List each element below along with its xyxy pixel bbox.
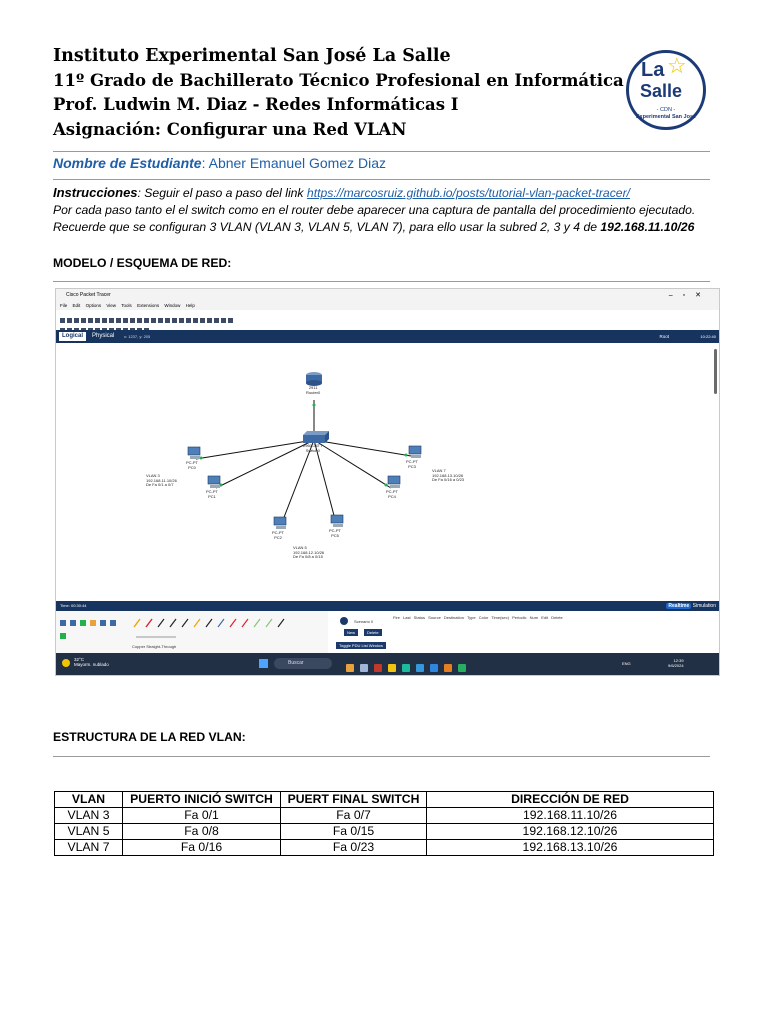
table-cell: VLAN 5 — [55, 824, 123, 840]
pc3-label: PC-PT PC3 — [406, 459, 418, 469]
institution-title: Instituto Experimental San José La Salle — [53, 46, 451, 66]
root-label: Root — [659, 334, 669, 339]
pc4-label: PC-PT PC4 — [386, 489, 398, 499]
device-category-icon[interactable] — [80, 620, 86, 626]
app-icon[interactable] — [402, 664, 410, 672]
cable-pc0[interactable] — [196, 440, 314, 459]
cable-option-icon[interactable] — [134, 619, 140, 627]
pc5-label: PC-PT PC5 — [329, 528, 341, 538]
app-icon[interactable] — [458, 664, 466, 672]
cable-option-icon[interactable] — [254, 619, 260, 627]
pt-toolbar-secondary — [59, 320, 719, 329]
menu-window[interactable]: Window — [164, 303, 181, 308]
student-label: Nombre de Estudiante — [53, 155, 202, 171]
professor-line: Prof. Ludwin M. Diaz - Redes Informáticas I — [53, 95, 459, 114]
pt-window-title: Cisco Packet Tracer — [66, 292, 111, 298]
scenario-icon — [340, 617, 348, 625]
simulation-time: Time: 00:30:44 — [60, 603, 87, 608]
vlan7-note: VLAN 7 192.168.13.10/26 De Fa 0/16 a 0/23 — [432, 468, 465, 483]
table-row — [55, 808, 714, 824]
app-icon[interactable] — [374, 664, 382, 672]
scenario-select[interactable]: Scenario 0 — [354, 619, 374, 624]
packet-tracer-screenshot — [55, 288, 720, 676]
windows-taskbar — [56, 653, 719, 675]
logical-workspace[interactable] — [56, 343, 719, 601]
student-line — [53, 155, 386, 171]
assignment-line: Asignación: Configurar una Red VLAN — [53, 119, 407, 139]
student-name: : Abner Emanuel Gomez Diaz — [201, 155, 387, 171]
cable-option-icon[interactable] — [158, 619, 164, 627]
column-header: PUERTO INICIÓ SWITCH — [123, 792, 281, 808]
table-header-row — [55, 792, 714, 808]
menu-view[interactable]: View — [106, 303, 117, 308]
vlan3-note: VLAN 3 192.168.11.10/26 De Fa 0/1 a 0/7 — [146, 473, 177, 488]
app-icon[interactable] — [416, 664, 424, 672]
logo-experimental: Experimental San José — [635, 114, 697, 120]
device-category-icon[interactable] — [100, 620, 106, 626]
pc-icon[interactable] — [188, 447, 200, 459]
language-indicator[interactable]: ENG — [622, 661, 631, 666]
device-type-panel — [56, 611, 329, 653]
pc1-label: PC-PT PC1 — [206, 489, 218, 499]
app-icon[interactable] — [360, 664, 368, 672]
cable-option-icon[interactable] — [194, 619, 200, 627]
workspace-clock: 10:22:40 — [700, 334, 716, 339]
windows-start-icon[interactable] — [259, 659, 268, 668]
link-light — [313, 404, 316, 407]
cable-option-icon[interactable] — [182, 619, 188, 627]
app-icon[interactable] — [346, 664, 354, 672]
workspace-scrollbar[interactable] — [714, 349, 717, 394]
toggle-pdu-button[interactable]: Toggle PDU List Window — [336, 642, 386, 649]
cable-option-icon[interactable] — [218, 619, 224, 627]
table-cell: Fa 0/1 — [123, 808, 281, 824]
menu-file[interactable]: File — [60, 303, 68, 308]
menu-edit[interactable]: Edit — [72, 303, 81, 308]
pc0-label: PC-PT PC0 — [186, 460, 198, 470]
taskbar-apps — [346, 659, 472, 676]
app-icon[interactable] — [444, 664, 452, 672]
logo-cdn: - CDN - — [656, 107, 676, 113]
topology-diagram — [56, 343, 719, 601]
pt-time-bar — [56, 601, 719, 611]
table-cell: Fa 0/15 — [281, 824, 427, 840]
pc-icon[interactable] — [208, 476, 220, 488]
grade-line: 11º Grado de Bachillerato Técnico Profesional en Informática — [53, 70, 624, 90]
table-cell: Fa 0/16 — [123, 840, 281, 856]
divider — [53, 281, 710, 282]
delete-scenario-button[interactable]: Delete — [364, 629, 382, 636]
column-header: VLAN — [55, 792, 123, 808]
pc-icon[interactable] — [388, 476, 400, 488]
vlan5-note: VLAN 5 192.168.12.10/26 De Fa 0/8 a 0/15 — [293, 545, 325, 560]
pc-icon[interactable] — [331, 515, 343, 527]
window-controls[interactable]: –▫✕ — [668, 292, 711, 299]
table-row — [55, 824, 714, 840]
weather-widget[interactable]: 32°C Mayorm. nublado — [74, 657, 109, 667]
scenario-panel — [328, 611, 719, 653]
device-category-icon[interactable] — [70, 620, 76, 626]
pdu-columns: Fire Last Status Source Destination Type Color Time(sec) Periodic Num Edit Delete — [393, 615, 563, 620]
taskbar-clock[interactable]: 12:39 9/6/2024 — [668, 658, 684, 668]
tab-logical[interactable]: Logical — [59, 332, 86, 341]
pc-icon[interactable] — [274, 517, 286, 529]
menu-tools[interactable]: Tools — [121, 303, 132, 308]
model-section-title: MODELO / ESQUEMA DE RED: — [53, 256, 232, 270]
switch-label: 2960-24TT Switch0 — [303, 443, 323, 453]
cable-option-icon[interactable] — [278, 619, 284, 627]
instructions-line-3: Recuerde que se configuran 3 VLAN (VLAN 3, VLAN 5, VLAN 7), para ello usar la subred 2, 3 y 4 de 192.168.11.10/26 — [53, 220, 695, 234]
star-icon: ☆ — [667, 53, 687, 78]
cable-pc3[interactable] — [314, 440, 411, 456]
taskbar-search[interactable]: Buscar — [274, 658, 332, 669]
logo-salle: Salle — [640, 81, 683, 101]
menu-help[interactable]: Help — [185, 303, 195, 308]
table-row — [55, 840, 714, 856]
table-cell: Fa 0/8 — [123, 824, 281, 840]
table-cell: Fa 0/7 — [281, 808, 427, 824]
divider — [53, 179, 710, 180]
device-subcategory-icon[interactable] — [60, 633, 66, 639]
switch-icon[interactable] — [303, 431, 329, 443]
cable-option-icon[interactable] — [242, 619, 248, 627]
table-cell: VLAN 7 — [55, 840, 123, 856]
app-icon[interactable] — [388, 664, 396, 672]
pt-workspace-bar — [56, 330, 719, 343]
table-cell: Fa 0/23 — [281, 840, 427, 856]
divider — [53, 756, 710, 757]
table-cell: 192.168.12.10/26 — [427, 824, 714, 840]
cable-option-icon[interactable] — [206, 619, 212, 627]
cable-pc4[interactable] — [314, 440, 391, 488]
cable-name-label: Copper Straight-Through — [132, 644, 177, 649]
menu-extensions[interactable]: Extensions — [137, 303, 160, 308]
structure-section-title: ESTRUCTURA DE LA RED VLAN: — [53, 730, 246, 744]
new-scenario-button[interactable]: New — [344, 629, 358, 636]
pt-toolbar — [59, 310, 719, 319]
app-icon[interactable] — [430, 664, 438, 672]
column-header: DIRECCIÓN DE RED — [427, 792, 714, 808]
pt-menubar — [56, 301, 719, 310]
table-cell: 192.168.11.10/26 — [427, 808, 714, 824]
table-cell: 192.168.13.10/26 — [427, 840, 714, 856]
cable-option-icon[interactable] — [170, 619, 176, 627]
device-category-icon[interactable] — [60, 620, 66, 626]
column-header: PUERT FINAL SWITCH — [281, 792, 427, 808]
cable-option-icon[interactable] — [230, 619, 236, 627]
menu-options[interactable]: Options — [85, 303, 102, 308]
link-light — [385, 484, 388, 487]
link-light — [405, 454, 408, 457]
cable-option-icon[interactable] — [146, 619, 152, 627]
cable-option-icon[interactable] — [266, 619, 272, 627]
router-icon[interactable] — [306, 372, 322, 386]
instructions-block — [53, 184, 723, 236]
tab-physical[interactable]: Physical — [92, 333, 115, 339]
cable-pc1[interactable] — [216, 440, 314, 488]
instructions-text: : Seguir el paso a paso del link — [137, 186, 307, 200]
pc2-label: PC-PT PC2 — [272, 530, 284, 540]
vlan-table — [54, 791, 714, 856]
weather-icon[interactable] — [62, 659, 70, 667]
instructions-label: Instrucciones — [53, 185, 138, 200]
device-category-icon[interactable] — [90, 620, 96, 626]
instructions-line-1 — [53, 184, 723, 202]
mode-switch[interactable]: Realtime Simulation — [668, 603, 716, 609]
table-cell: VLAN 3 — [55, 808, 123, 824]
router-label: 2911 Router0 — [306, 385, 321, 395]
tutorial-link[interactable]: https://marcosruiz.github.io/posts/tutorial-vlan-packet-tracer/ — [306, 186, 631, 200]
la-salle-logo — [626, 50, 706, 132]
instructions-line-2: Por cada paso tanto el el switch como en el router debe aparecer una captura de pantalla del procedimiento ejecutado. — [53, 203, 696, 217]
cursor-coords: x: 1237, y: 205 — [124, 334, 151, 339]
logo-la: La — [641, 59, 665, 81]
device-palette — [56, 611, 328, 643]
document-header — [53, 44, 653, 142]
device-category-icon[interactable] — [110, 620, 116, 626]
divider — [53, 151, 710, 152]
